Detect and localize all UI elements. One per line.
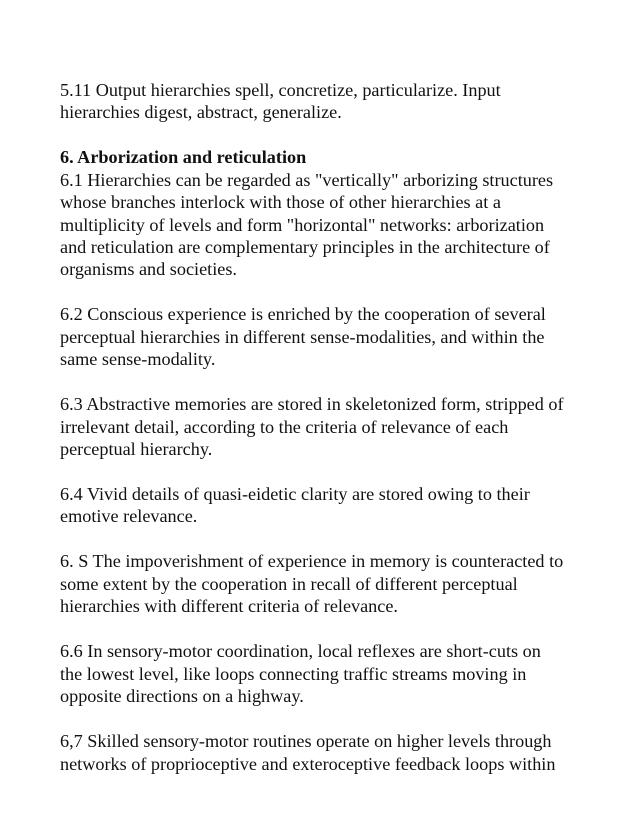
paragraph-6-6 bbox=[60, 640, 580, 707]
section-6 bbox=[60, 146, 580, 280]
text-line: some extent by the cooperation in recall of different perceptual bbox=[60, 573, 518, 594]
text-line: same sense-modality. bbox=[60, 349, 216, 370]
paragraph-6-5 bbox=[60, 550, 580, 617]
paragraph-6-2 bbox=[60, 303, 580, 370]
text-line: whose branches interlock with those of other hierarchies at a bbox=[60, 192, 501, 213]
text-line: 6.4 Vivid details of quasi-eidetic clarity are stored owing to their bbox=[60, 484, 530, 505]
text-line: hierarchies digest, abstract, generalize. bbox=[60, 102, 342, 123]
text-line: and reticulation are complementary principles in the architecture of bbox=[60, 237, 550, 258]
text-line: networks of proprioceptive and exteroceptive feedback loops within bbox=[60, 753, 556, 774]
text-line: hierarchies with different criteria of relevance. bbox=[60, 596, 398, 617]
paragraph-6-3 bbox=[60, 393, 580, 460]
text-line: 6.3 Abstractive memories are stored in skeletonized form, stripped of bbox=[60, 394, 564, 415]
text-line: emotive relevance. bbox=[60, 506, 198, 527]
text-line: 5.11 Output hierarchies spell, concretize, particularize. Input bbox=[60, 80, 501, 100]
text-line: 6,7 Skilled sensory-motor routines operate on higher levels through bbox=[60, 731, 552, 752]
paragraph-5-11 bbox=[60, 79, 580, 124]
text-line: perceptual hierarchies in different sense-modalities, and within the bbox=[60, 326, 545, 347]
text-line: multiplicity of levels and form "horizontal" networks: arborization bbox=[60, 214, 545, 235]
paragraph-6-7 bbox=[60, 730, 580, 775]
text-line: 6.6 In sensory-motor coordination, local reflexes are short-cuts on bbox=[60, 641, 541, 662]
text-line: 6. S The impoverishment of experience in memory is counteracted to bbox=[60, 551, 564, 572]
text-line: the lowest level, like loops connecting traffic streams moving in bbox=[60, 663, 527, 684]
document-body bbox=[60, 79, 580, 798]
text-line: irrelevant detail, according to the criteria of relevance of each bbox=[60, 416, 509, 437]
text-line: 6.2 Conscious experience is enriched by the cooperation of several bbox=[60, 304, 546, 325]
text-line: 6.1 Hierarchies can be regarded as "vertically" arborizing structures bbox=[60, 169, 554, 190]
text-line: opposite directions on a highway. bbox=[60, 686, 304, 707]
section-heading: 6. Arborization and reticulation bbox=[60, 147, 307, 168]
paragraph-6-4 bbox=[60, 483, 580, 528]
text-line: organisms and societies. bbox=[60, 259, 237, 280]
text-line: perceptual hierarchy. bbox=[60, 439, 213, 460]
